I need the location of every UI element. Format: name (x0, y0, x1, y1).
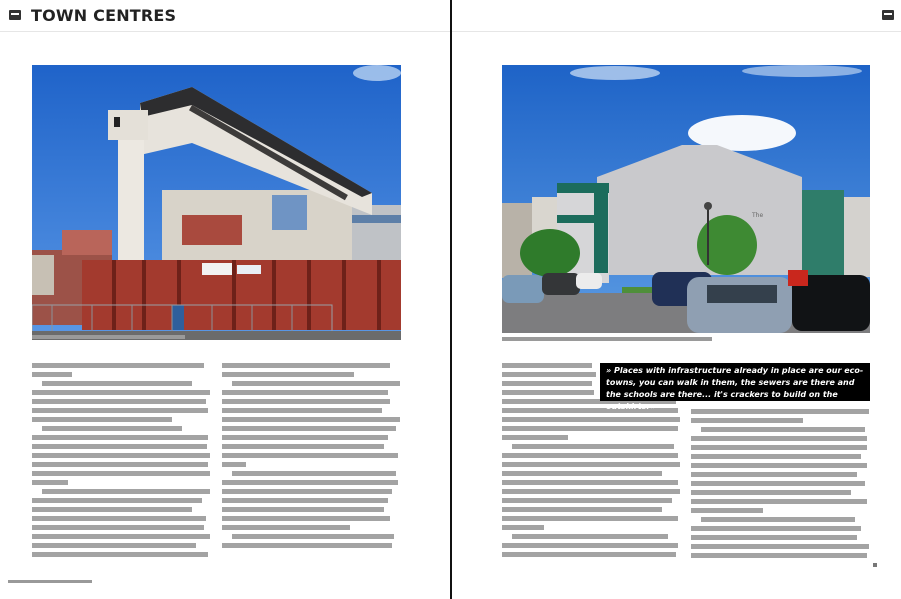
text-line (502, 543, 678, 548)
text-line (691, 409, 869, 414)
article-column-2 (691, 409, 871, 562)
text-line (502, 507, 662, 512)
text-line (502, 462, 680, 467)
brutalist-building-photo (32, 65, 401, 340)
text-line (32, 462, 208, 467)
text-line (691, 445, 867, 450)
text-line (502, 489, 680, 494)
section-marker-icon (882, 10, 894, 20)
text-line (691, 508, 763, 513)
folio-bar (8, 580, 92, 583)
text-line (32, 507, 192, 512)
text-line (691, 526, 861, 531)
quote-open-mark: » (606, 366, 612, 375)
text-line (222, 489, 392, 494)
text-line (222, 444, 384, 449)
text-line (701, 517, 855, 522)
text-line (32, 534, 210, 539)
text-line (502, 480, 678, 485)
section-title: TOWN CENTRES (31, 6, 177, 25)
text-line (502, 471, 662, 476)
text-line (222, 399, 390, 404)
svg-text:The: The (752, 212, 764, 219)
text-line (232, 471, 396, 476)
section-marker-icon (9, 10, 21, 20)
text-line (222, 417, 400, 422)
right-page (452, 0, 901, 599)
photo-caption (502, 337, 712, 341)
text-line (32, 399, 206, 404)
text-line (512, 534, 668, 539)
text-line (42, 426, 182, 431)
text-line (502, 498, 672, 503)
text-line (32, 471, 210, 476)
text-line (691, 463, 867, 468)
text-line (502, 417, 680, 422)
text-line (691, 490, 851, 495)
article-end-mark (873, 563, 877, 567)
text-line (691, 454, 861, 459)
text-line (691, 535, 857, 540)
text-line (32, 516, 206, 521)
text-line (42, 381, 192, 386)
text-line (222, 363, 390, 368)
text-line (691, 499, 867, 504)
text-line (32, 435, 208, 440)
text-line (502, 516, 678, 521)
text-line (32, 525, 204, 530)
text-line (701, 427, 865, 432)
text-line (222, 507, 384, 512)
text-line (502, 372, 596, 377)
text-line (32, 498, 202, 503)
text-line (32, 417, 172, 422)
text-line (232, 534, 394, 539)
header-rule (452, 31, 901, 32)
text-line (32, 390, 210, 395)
text-line (691, 418, 803, 423)
quote-close-mark: « (649, 402, 655, 411)
text-line (232, 381, 400, 386)
text-line (32, 372, 72, 377)
text-line (502, 381, 592, 386)
text-line (691, 436, 867, 441)
text-line (502, 363, 592, 368)
text-line (222, 480, 398, 485)
header-rule (0, 31, 451, 32)
text-line (222, 516, 390, 521)
text-line (32, 408, 208, 413)
pull-quote-text: Places with infrastructure already in place are our eco-towns, you can walk in them, the sewers are there and the schools are there... it's crackers to build on the outskirts. (606, 366, 864, 411)
text-line (691, 481, 865, 486)
text-line (32, 453, 210, 458)
text-line (222, 435, 388, 440)
text-line (502, 435, 568, 440)
text-line (222, 390, 388, 395)
text-line (32, 363, 204, 368)
text-line (222, 462, 246, 467)
text-line (512, 444, 674, 449)
town-hall-photo (502, 65, 870, 333)
text-line (222, 525, 350, 530)
pull-quote (600, 363, 870, 411)
text-line (502, 453, 678, 458)
text-line (691, 553, 867, 558)
text-line (222, 543, 392, 548)
text-line (502, 390, 594, 395)
text-line (691, 544, 869, 549)
text-line (32, 543, 196, 548)
text-line (502, 525, 544, 530)
text-line (222, 498, 388, 503)
text-line (222, 426, 396, 431)
text-line (222, 408, 382, 413)
photo-caption (32, 335, 185, 339)
text-line (32, 552, 208, 557)
text-line (32, 480, 68, 485)
article-column-2 (222, 363, 402, 552)
text-line (502, 552, 676, 557)
text-line (222, 453, 398, 458)
text-line (42, 489, 210, 494)
article-column-1 (32, 363, 212, 561)
text-line (222, 372, 354, 377)
text-line (502, 426, 678, 431)
text-line (691, 472, 857, 477)
text-line (32, 444, 207, 449)
